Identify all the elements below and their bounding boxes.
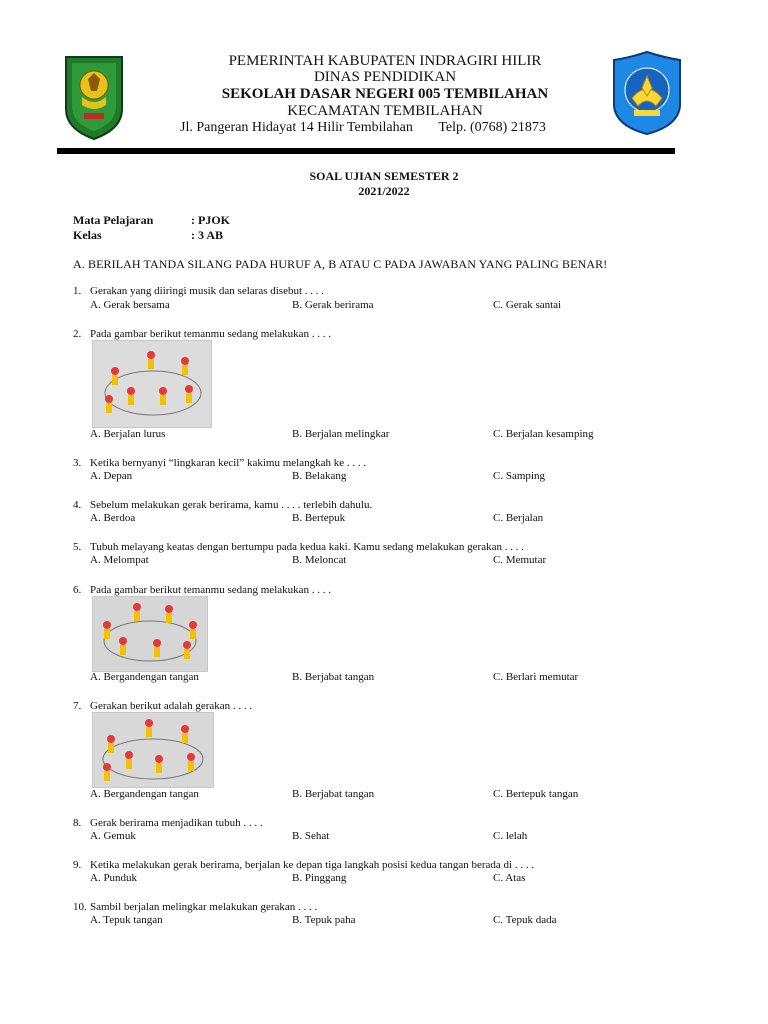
children-holding-hands-picture [92,596,208,672]
subject-value: : PJOK [191,213,230,227]
option-a[interactable]: A. Melompat [90,554,149,566]
question-text: Sebelum melakukan gerak berirama, kamu . . . . terlebih dahulu. [90,499,373,511]
question-text: Pada gambar berikut temanmu sedang melakukan . . . . [90,328,332,340]
question-text: Gerakan yang diiringi musik dan selaras disebut . . . . [90,285,325,297]
question-5 [73,540,713,554]
school-address: Jl. Pangeran Hidayat 14 Hilir Tembilahan [180,120,413,135]
option-a[interactable]: A. Berdoa [90,512,136,524]
option-a[interactable]: A. Depan [90,470,133,482]
option-c[interactable]: C. Atas [493,872,526,884]
header-address-line [180,120,546,136]
question-9 [73,858,713,872]
question-number: 10. [73,901,87,913]
option-a[interactable]: A. Berjalan lurus [90,428,166,440]
option-b[interactable]: B. Sehat [292,830,330,842]
subject-label: Mata Pelajaran [73,213,154,227]
question-text: Gerakan berikut adalah gerakan . . . . [90,700,253,712]
option-b[interactable]: B. Berjalan melingkar [292,428,390,440]
question-number: 8. [73,817,82,829]
option-b[interactable]: B. Berjabat tangan [292,788,375,800]
header-district: KECAMATAN TEMBILAHAN [287,103,483,119]
subject-row [73,213,230,228]
option-c[interactable]: C. lelah [493,830,528,842]
question-3 [73,456,713,470]
option-a[interactable]: A. Gerak bersama [90,299,170,311]
option-b[interactable]: B. Gerak berirama [292,299,374,311]
exam-year: 2021/2022 [358,184,410,198]
option-b[interactable]: B. Berjabat tangan [292,671,375,683]
question-number: 1. [73,285,82,297]
class-value: : 3 AB [191,228,224,242]
option-c[interactable]: C. Berlari memutar [493,671,579,683]
class-row [73,228,223,243]
question-number: 5. [73,541,82,553]
question-number: 9. [73,859,82,871]
question-6 [73,583,713,597]
option-c[interactable]: C. Bertepuk tangan [493,788,579,800]
question-text: Ketika melakukan gerak berirama, berjalan ke depan tiga langkah posisi kedua tangan berada di . . . . [90,859,535,871]
question-number: 3. [73,457,82,469]
option-c[interactable]: C. Berjalan kesamping [493,428,594,440]
question-2 [73,327,713,341]
option-c[interactable]: C. Gerak santai [493,299,562,311]
option-b[interactable]: B. Pinggang [292,872,347,884]
option-c[interactable]: C. Samping [493,470,545,482]
question-8 [73,816,713,830]
instruction: A. BERILAH TANDA SILANG PADA HURUF A, B ATAU C PADA JAWABAN YANG PALING BENAR! [73,257,608,271]
option-b[interactable]: B. Belakang [292,470,347,482]
option-a[interactable]: A. Tepuk tangan [90,914,163,926]
question-4 [73,498,713,512]
option-b[interactable]: B. Tepuk paha [292,914,356,926]
question-7 [73,699,713,713]
regency-crest-logo [62,53,126,141]
header-school-name: SEKOLAH DASAR NEGERI 005 TEMBILAHAN [221,86,549,102]
option-b[interactable]: B. Bertepuk [292,512,346,524]
header-government: PEMERINTAH KABUPATEN INDRAGIRI HILIR [228,53,542,69]
school-phone: Telp. (0768) 21873 [438,120,546,135]
option-a[interactable]: A. Punduk [90,872,138,884]
option-c[interactable]: C. Berjalan [493,512,544,524]
question-text: Ketika bernyanyi “lingkaran kecil” kakimu melangkah ke . . . . [90,457,367,469]
question-1 [73,284,713,298]
option-c[interactable]: C. Tepuk dada [493,914,557,926]
question-10 [73,900,713,914]
question-number: 4. [73,499,82,511]
tut-wuri-handayani-logo [610,50,684,136]
option-a[interactable]: A. Bergandengan tangan [90,788,199,800]
header-department: DINAS PENDIDIKAN [313,69,457,85]
option-a[interactable]: A. Gemuk [90,830,136,842]
question-number: 7. [73,700,82,712]
question-text: Sambil berjalan melingkar melakukan gerakan . . . . [90,901,318,913]
option-c[interactable]: C. Memutar [493,554,547,566]
question-number: 2. [73,328,82,340]
question-number: 6. [73,584,82,596]
option-b[interactable]: B. Meloncat [292,554,347,566]
question-text: Pada gambar berikut temanmu sedang melakukan . . . . [90,584,332,596]
question-text: Gerak berirama menjadikan tubuh . . . . [90,817,263,829]
class-label: Kelas [73,228,102,242]
exam-title: SOAL UJIAN SEMESTER 2 [309,169,459,183]
header-divider [57,148,675,154]
children-clapping-picture [92,712,214,788]
option-a[interactable]: A. Bergandengan tangan [90,671,199,683]
children-circle-picture [92,340,212,428]
question-text: Tubuh melayang keatas dengan bertumpu pada kedua kaki. Kamu sedang melakukan gerakan . . . . [90,541,524,553]
